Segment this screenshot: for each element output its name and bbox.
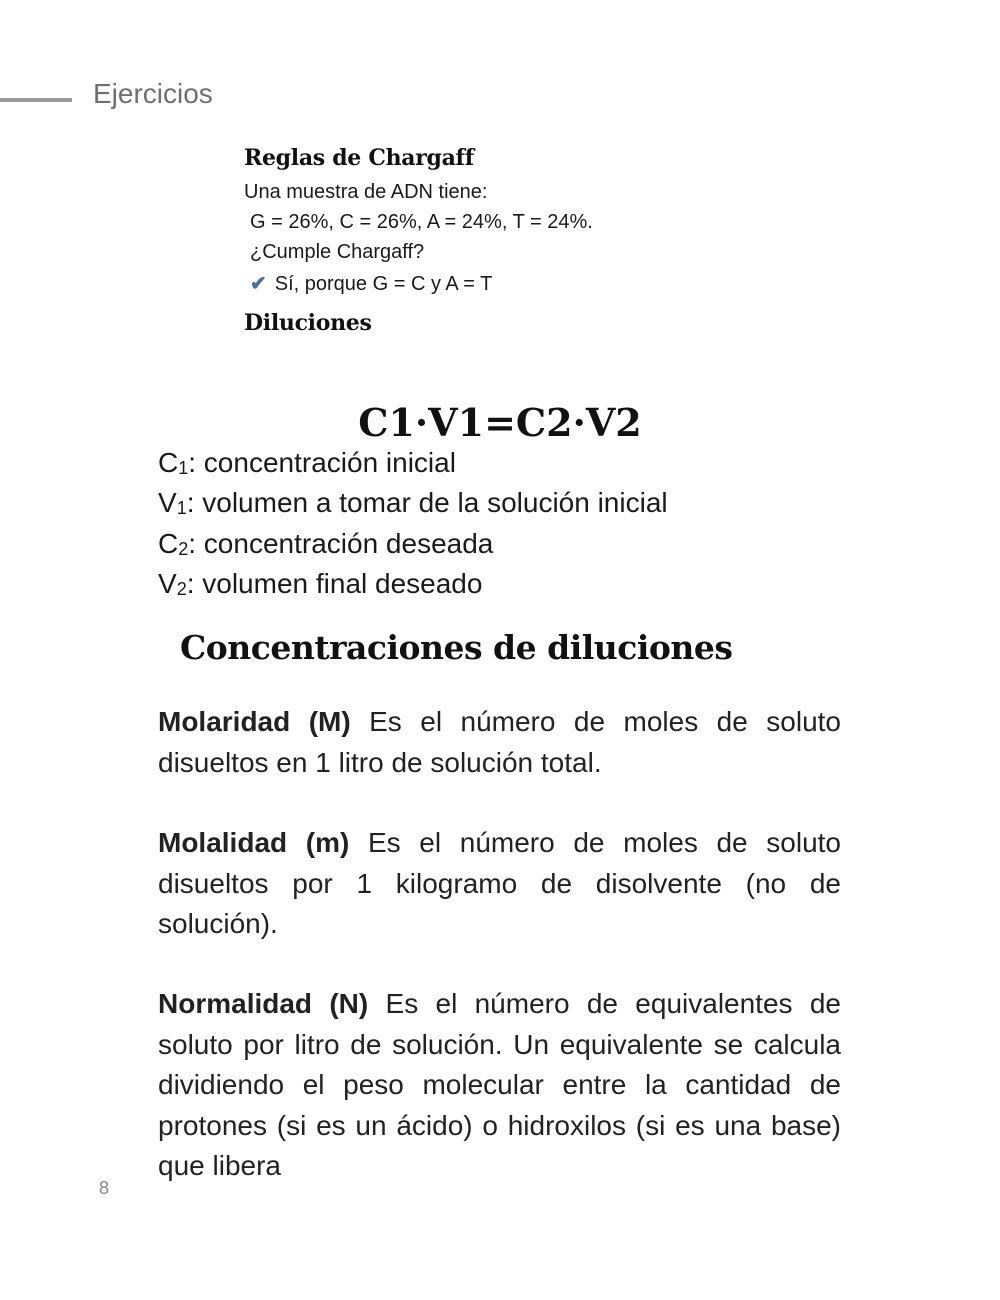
definition-symbol: C — [158, 528, 179, 559]
chargaff-answer — [250, 271, 492, 296]
definition-v2 — [158, 568, 482, 600]
definition-subscript: 2 — [178, 539, 189, 559]
chargaff-line-1: Una muestra de ADN tiene: — [244, 181, 488, 203]
definition-v1 — [158, 487, 668, 519]
molaridad-text: Es el número de moles de soluto disueltos en 1 litro de solución total. — [158, 706, 841, 778]
definition-symbol: C — [158, 447, 179, 478]
definition-text: : concentración deseada — [188, 528, 494, 559]
definition-text: : volumen final deseado — [186, 568, 483, 599]
chargaff-answer-text: Sí, porque G = C y A = T — [274, 273, 493, 295]
molaridad-term: Molaridad (M) — [158, 706, 351, 737]
definition-subscript: 2 — [176, 579, 187, 599]
definition-text: : concentración inicial — [188, 447, 456, 478]
definition-c2 — [158, 528, 493, 560]
molaridad-paragraph — [158, 702, 841, 783]
definition-c1 — [158, 447, 456, 479]
chargaff-line-2: G = 26%, C = 26%, A = 24%, T = 24%. — [250, 211, 593, 233]
definition-symbol: V — [158, 568, 177, 599]
molalidad-paragraph — [158, 823, 841, 945]
molalidad-term: Molalidad (m) — [158, 827, 350, 858]
definition-subscript: 1 — [178, 458, 189, 478]
molalidad-text: Es el número de moles de soluto disueltos por 1 kilogramo de disolvente (no de solución). — [158, 827, 841, 939]
page-number: 8 — [99, 1178, 110, 1198]
definition-subscript: 1 — [176, 498, 187, 518]
check-icon: ✔ — [250, 273, 267, 295]
chargaff-heading: Reglas de Chargaff — [244, 145, 474, 171]
diluciones-heading: Diluciones — [244, 310, 372, 336]
chargaff-line-3: ¿Cumple Chargaff? — [250, 241, 425, 263]
header-rule — [0, 98, 72, 102]
normalidad-paragraph — [158, 984, 841, 1187]
section-title: Ejercicios — [93, 78, 213, 109]
dilution-formula: C1·V1=C2·V2 — [358, 400, 642, 445]
normalidad-text: Es el número de equivalentes de soluto por litro de solución. Un equivalente se calcula dividiendo el peso molecular entre la cantidad de protones (si es un ácido) o hidroxilos (si es una base) que libera — [158, 988, 841, 1181]
concentraciones-heading: Concentraciones de diluciones — [180, 628, 733, 667]
definition-symbol: V — [158, 487, 177, 518]
definition-text: : volumen a tomar de la solución inicial — [186, 487, 668, 518]
normalidad-term: Normalidad (N) — [158, 988, 369, 1019]
